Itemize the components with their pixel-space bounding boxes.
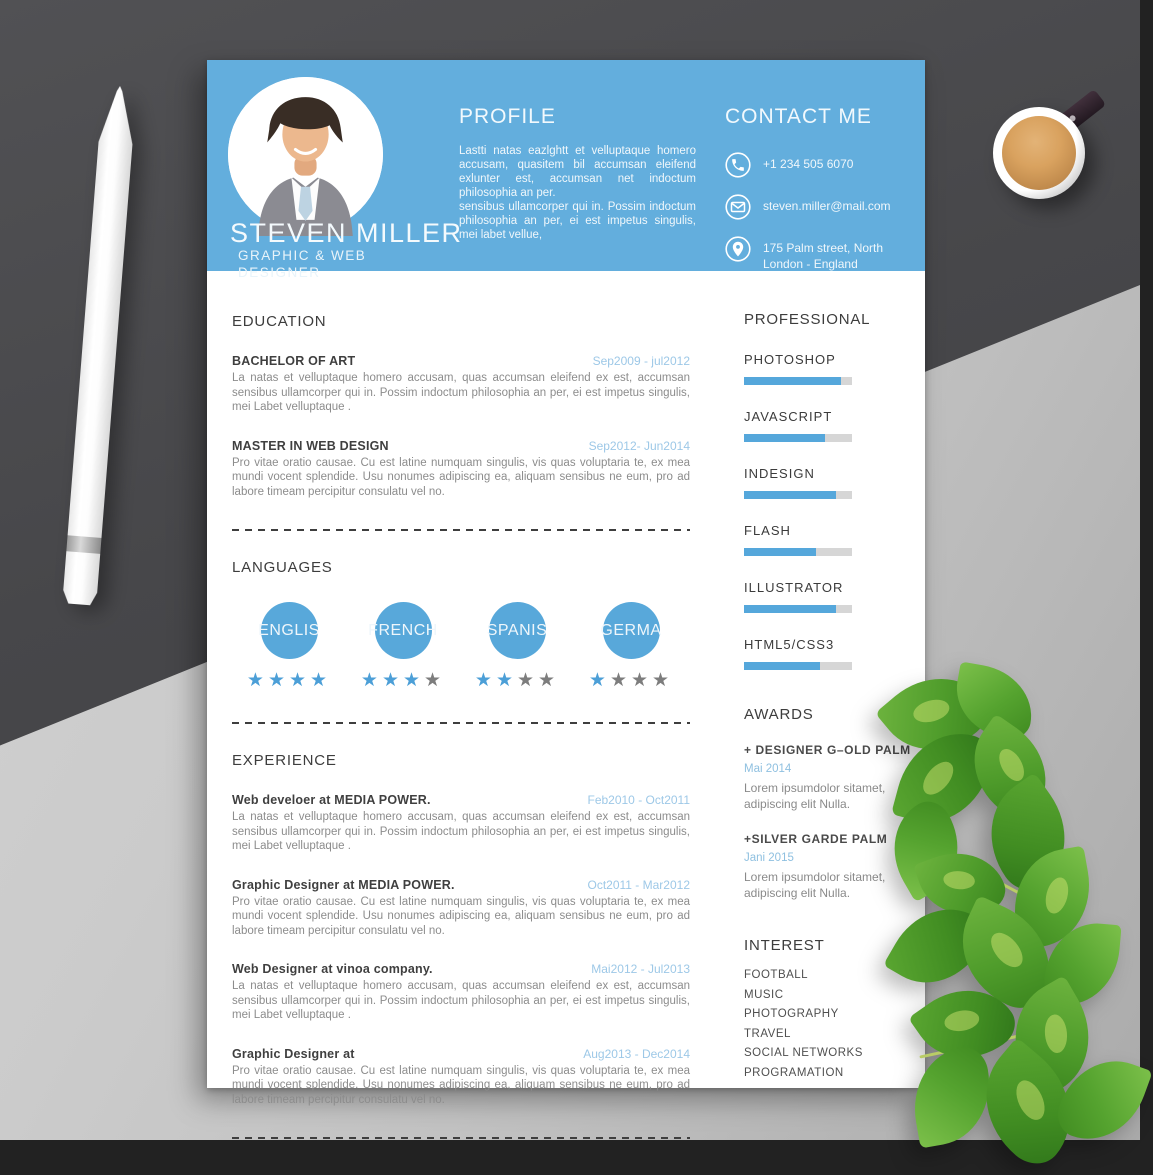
experience-item-description: La natas et velluptaque homero accusam, quas accumsan eleifend ex est, accumsan sensibus ullamcorper qui in. Possim indoctum philosophia an per, ei est impetus singulis, mei Labet velluptaque . [232,811,690,852]
award-item [744,832,912,901]
language-cell [232,602,346,692]
star-empty-icon: ★ [538,670,560,691]
skill-label: FLASH [744,523,791,538]
star-filled-icon: ★ [360,670,382,691]
coffee-cup [993,103,1093,203]
coffee-cup-body [993,107,1085,199]
profile-heading: PROFILE [459,105,556,128]
award-date: Mai 2014 [744,763,792,775]
languages-heading: LANGUAGES [232,559,333,576]
languages-row [232,602,690,692]
language-rating [232,669,346,692]
contact-item-address [725,236,905,272]
skill-bar-fill [744,491,836,499]
experience-item-description: Pro vitae oratio causae. Cu est latine numquam singulis, vis quas voluptaria te, ex mea mundi vocent splendide. Usu nonumes adipiscing ea, aliquam sensibus ne eum, pro ad labore timeam percipitur consulatu vel no. [232,1064,690,1106]
experience-item [232,878,690,939]
award-title: +SILVER GARDE PALM [744,832,888,846]
award-date: Jani 2015 [744,852,794,864]
interest-item: FOOTBALL [744,969,809,981]
person-name: STEVEN MILLER [230,218,463,248]
profile-paragraph-2: sensibus ullamcorper qui in. Possim indoctum philosophia an per, ei est impetus singulis, mei labet vellue, [459,201,696,241]
interest-item: SOCIAL NETWORKS [744,1047,863,1059]
resume-header [207,60,925,280]
star-filled-icon: ★ [474,670,496,691]
language-circle [600,602,662,659]
experience-item-date: Oct2011 - Mar2012 [587,877,690,892]
contact-section [725,105,905,272]
education-item [232,439,690,500]
language-circle [258,602,320,659]
award-description: Lorem ipsumdolor sitamet, adipiscing elit Nulla. [744,870,886,900]
person-role-line2: DESIGNER [238,265,321,280]
skill-label: JAVASCRIPT [744,409,833,424]
avatar [228,77,383,232]
language-rating [574,669,688,692]
contact-phone-value: +1 234 505 6070 [763,157,854,171]
profile-photo [228,77,383,232]
email-icon [725,194,751,220]
dashed-divider [232,1137,690,1139]
education-item-title: MASTER IN WEB DESIGN [232,438,389,453]
experience-item-description: Pro vitae oratio causae. Cu est latine numquam singulis, vis quas voluptaria te, ex mea mundi vocent splendide. Usu nonumes adipiscing ea, aliquam sensibus ne eum, pro ad labore timeam percipitur consulatu vel no. [232,895,690,937]
phone-icon [725,152,751,178]
interest-item: PHOTOGRAPHY [744,1008,839,1020]
language-label: GERMA [600,621,662,639]
award-title: + DESIGNER G–OLD PALM [744,743,911,757]
experience-item-title: Web develoer at MEDIA POWER. [232,793,431,807]
star-filled-icon: ★ [246,670,268,691]
education-heading: EDUCATION [232,313,327,330]
skill-item [744,637,912,670]
skill-item [744,523,912,556]
interest-item: TRAVEL [744,1027,791,1040]
contact-item-phone [725,152,905,178]
skill-bar-fill [744,377,841,385]
language-circle [486,602,548,659]
language-cell [460,602,574,692]
education-item-date: Sep2012- Jun2014 [588,438,690,453]
profile-paragraph-1: Lastti natas eazlghtt et velluptaque homero accusam, quasitem bil accumsan eleifend exlunter est, accumsan net indoctum philosophia an per. [459,145,696,199]
contact-address-value: 175 Palm street, North London - England [763,241,884,271]
contact-heading: CONTACT ME [725,105,872,128]
experience-item-description: La natas et velluptaque homero accusam, quas accumsan eleifend ex est, accumsan sensibus ullamcorper qui in. Possim indoctum philosophia an per, ei est impetus singulis, mei Labet velluptaque . [232,980,690,1021]
location-icon [725,236,751,262]
language-rating [460,669,574,692]
experience-item [232,1047,690,1108]
star-filled-icon: ★ [267,670,289,691]
language-cell [574,602,688,692]
experience-item [232,793,690,854]
education-item-description: Pro vitae oratio causae. Cu est latine numquam singulis, vis quas voluptaria te, ex mea mundi vocent splendide. Usu nonumes adipiscing ea, aliquam sensibus ne eum, pro ad labore timeam percipitur consulatu vel no. [232,456,690,498]
contact-item-email [725,194,905,220]
skill-label: PHOTOSHOP [744,352,836,367]
contact-list [725,152,905,272]
language-label: SPANIS [486,621,548,639]
star-filled-icon: ★ [310,670,332,691]
language-rating [346,669,460,692]
skill-bar-track [744,605,852,613]
experience-item-date: Feb2010 - Oct2011 [587,793,690,807]
skill-bar-track [744,548,852,556]
interest-heading: INTEREST [744,937,825,954]
interest-item: MUSIC [744,988,784,1001]
skill-bar-fill [744,548,816,556]
experience-item-date: Aug2013 - Dec2014 [583,1046,690,1061]
awards-heading: AWARDS [744,706,814,723]
experience-item-date: Mai2012 - Jul2013 [591,962,690,976]
skill-item [744,352,912,385]
skill-item [744,409,912,442]
star-empty-icon: ★ [631,670,653,691]
star-filled-icon: ★ [588,670,610,691]
skill-bar-fill [744,605,836,613]
dashed-divider [232,529,690,531]
skill-bar-track [744,377,852,385]
star-empty-icon: ★ [652,670,674,691]
language-cell [346,602,460,692]
skill-bar-track [744,434,852,442]
star-empty-icon: ★ [517,670,539,691]
star-filled-icon: ★ [289,670,311,691]
coffee-surface [1002,116,1076,190]
award-description: Lorem ipsumdolor sitamet, adipiscing elit Nulla. [744,781,886,811]
skills-heading: PROFESSIONAL [744,311,871,328]
skill-label: ILLUSTRATOR [744,580,844,595]
education-item-title: BACHELOR OF ART [232,354,356,368]
experience-item-title: Web Designer at vinoa company. [232,962,433,976]
education-item-date: Sep2009 - jul2012 [592,354,690,368]
language-label: ENGLIS [258,621,320,639]
skill-item [744,466,912,499]
profile-text [459,144,696,242]
skill-item [744,580,912,613]
star-empty-icon: ★ [424,670,446,691]
experience-item-title: Graphic Designer at [232,1046,355,1061]
star-filled-icon: ★ [381,670,403,691]
language-circle [368,602,438,659]
education-item [232,354,690,415]
experience-heading: EXPERIENCE [232,752,337,769]
skill-bar-track [744,662,852,670]
language-label: FRENCH [368,621,438,639]
skill-bar-fill [744,434,825,442]
contact-email-value: steven.miller@mail.com [763,199,891,213]
pencil-band [66,535,101,554]
skill-label: INDESIGN [744,466,815,481]
education-item-description: La natas et velluptaque homero accusam, quas accumsan eleifend ex est, accumsan sensibus ullamcorper qui in. Possim indoctum philosophia an per, ei est impetus singulis, mei Labet velluptaque . [232,372,690,413]
skill-label: HTML5/CSS3 [744,637,835,652]
star-empty-icon: ★ [609,670,631,691]
plant [888,670,1148,1150]
person-role-line1: GRAPHIC & WEB [238,248,367,263]
resume-page [207,60,925,1106]
skill-bar-track [744,491,852,499]
interest-item: PROGRAMATION [744,1066,844,1079]
main-column [232,313,690,1167]
award-item [744,743,912,812]
profile-section [459,105,696,242]
star-filled-icon: ★ [403,670,425,691]
interest-list [744,966,912,1083]
dashed-divider [232,722,690,724]
experience-item [232,962,690,1023]
experience-item-title: Graphic Designer at MEDIA POWER. [232,877,455,892]
skill-bar-fill [744,662,820,670]
star-filled-icon: ★ [495,670,517,691]
